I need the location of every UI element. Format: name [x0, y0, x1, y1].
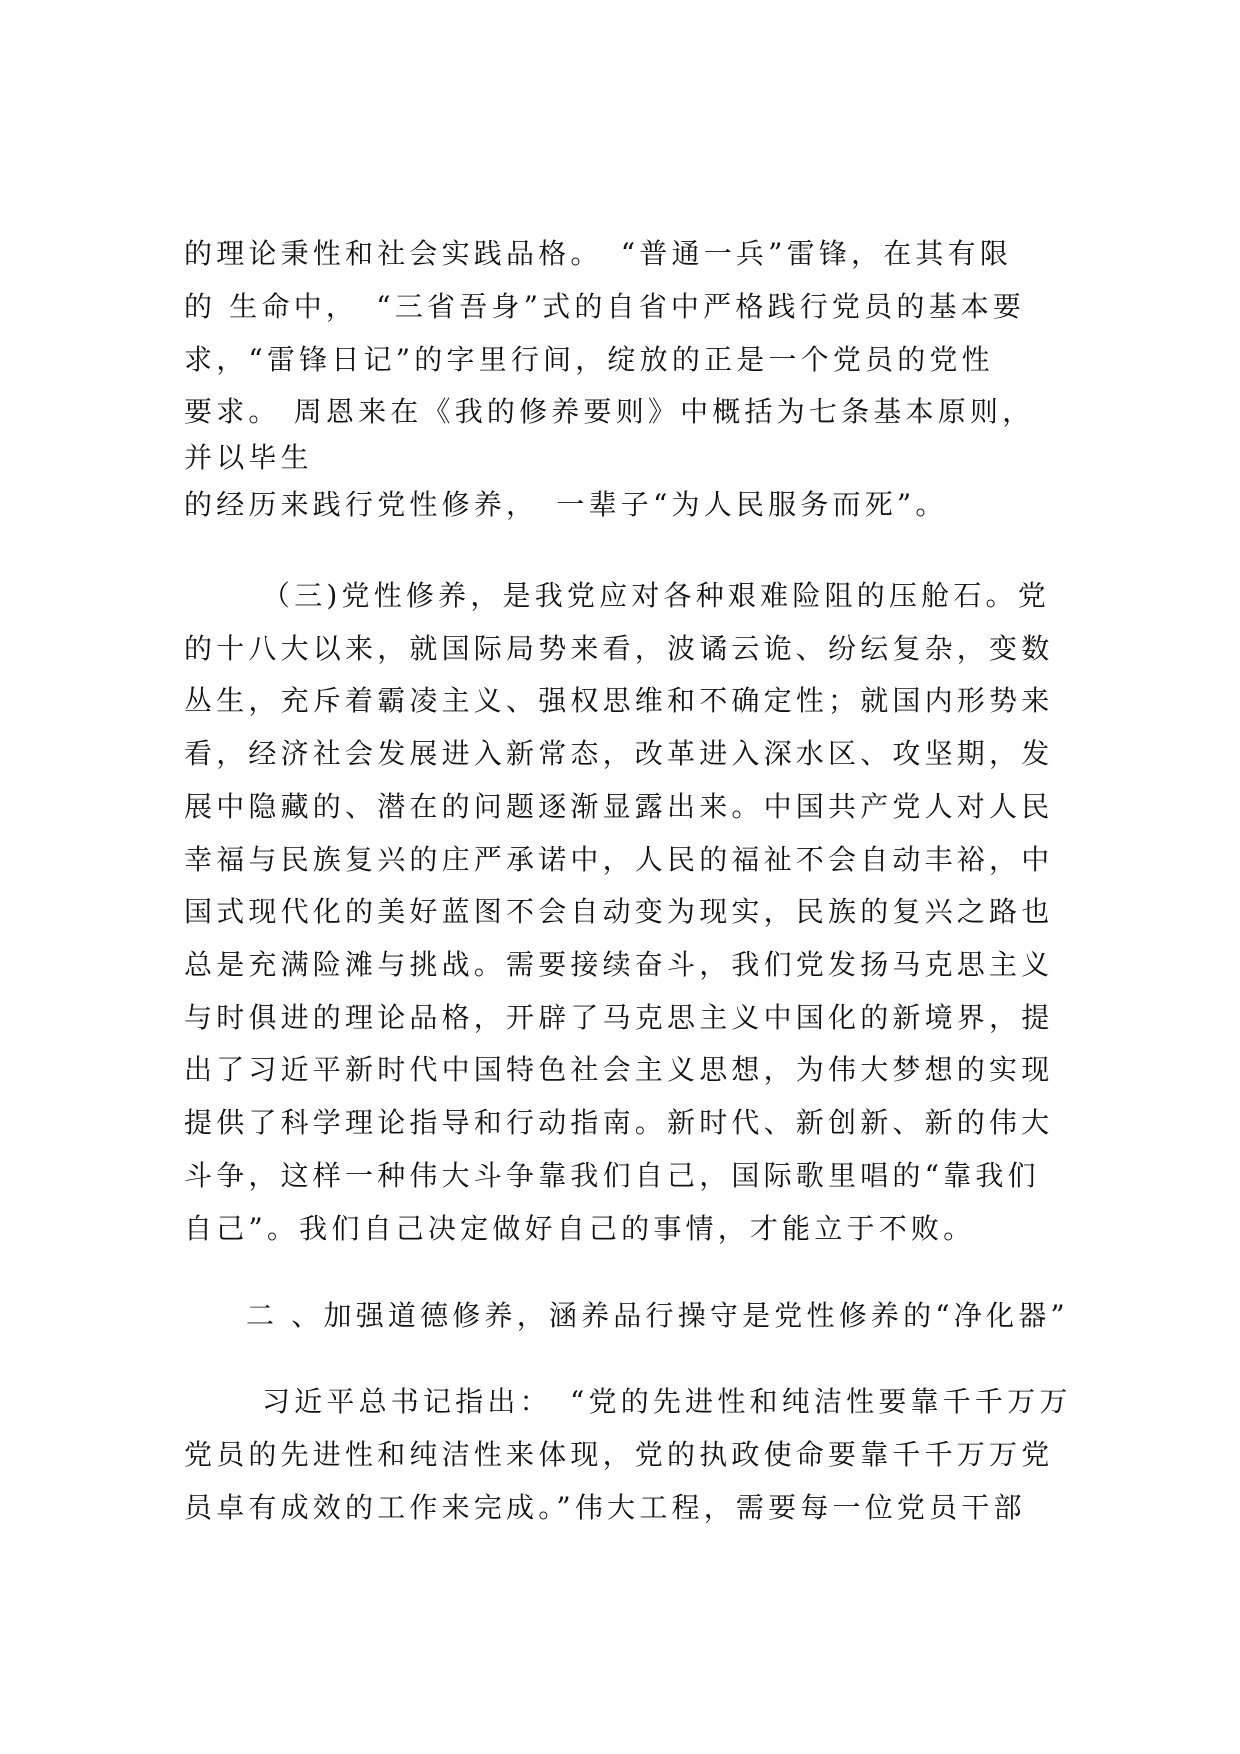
paragraph-line: 与时俱进的理论品格，开辟了马克思主义中国化的新境界，提 [184, 1001, 1054, 1034]
section-heading: 二 、加强道德修养，涵养品行操守是党性修养的“净化器” [246, 1299, 1069, 1332]
paragraph-line: 自己”。我们自己决定做好自己的事情，才能立于不败。 [184, 1212, 976, 1245]
paragraph-line: 出了习近平新时代中国特色社会主义思想，为伟大梦想的实现 [184, 1053, 1054, 1086]
paragraph-line: 习近平总书记指出： “党的先进性和纯洁性要靠千千万万 [262, 1385, 1072, 1418]
paragraph-line: 党员的先进性和纯洁性来体现，党的执政使命要靠千千万万党 [184, 1438, 1054, 1471]
paragraph-line: 的 生命中， “三省吾身”式的自省中严格践行党员的基本要 [184, 290, 1026, 323]
paragraph-line: 国式现代化的美好蓝图不会自动变为现实，民族的复兴之路也 [184, 895, 1054, 928]
paragraph-line: 斗争，这样一种伟大斗争靠我们自己，国际歌里唱的“靠我们 [184, 1159, 1040, 1192]
paragraph-line: 丛生，充斥着霸凌主义、强权思维和不确定性；就国内形势来 [184, 684, 1054, 717]
paragraph-line: 员卓有成效的工作来完成。”伟大工程，需要每一位党员干部 [184, 1491, 1026, 1524]
paragraph-line: 的十八大以来，就国际局势来看，波谲云诡、纷纭复杂，变数 [184, 632, 1054, 665]
paragraph-line: 提供了科学理论指导和行动指南。新时代、新创新、新的伟大 [184, 1106, 1054, 1139]
paragraph-line: （三)党性修养，是我党应对各种艰难险阻的压舱石。党 [262, 579, 1050, 612]
paragraph-line: 要求。 周恩来在《我的修养要则》中概括为七条基本原则， [184, 395, 1035, 428]
paragraph-line: 的经历来践行党性修养， 一辈子“为人民服务而死”。 [184, 488, 948, 521]
paragraph-line: 并以毕生 [184, 441, 313, 474]
paragraph-line: 求，“雷锋日记”的字里行间，绽放的正是一个党员的党性 [184, 343, 994, 376]
paragraph-line: 幸福与民族复兴的庄严承诺中，人民的福祉不会自动丰裕，中 [184, 843, 1054, 876]
paragraph-line: 总是充满险滩与挑战。需要接续奋斗，我们党发扬马克思主义 [184, 948, 1054, 981]
paragraph-line: 展中隐藏的、潜在的问题逐渐显露出来。中国共产党人对人民 [184, 790, 1054, 823]
paragraph-line: 看，经济社会发展进入新常态，改革进入深水区、攻坚期，发 [184, 737, 1054, 770]
paragraph-line: 的理论秉性和社会实践品格。 “普通一兵”雷锋，在其有限 [184, 237, 1013, 270]
